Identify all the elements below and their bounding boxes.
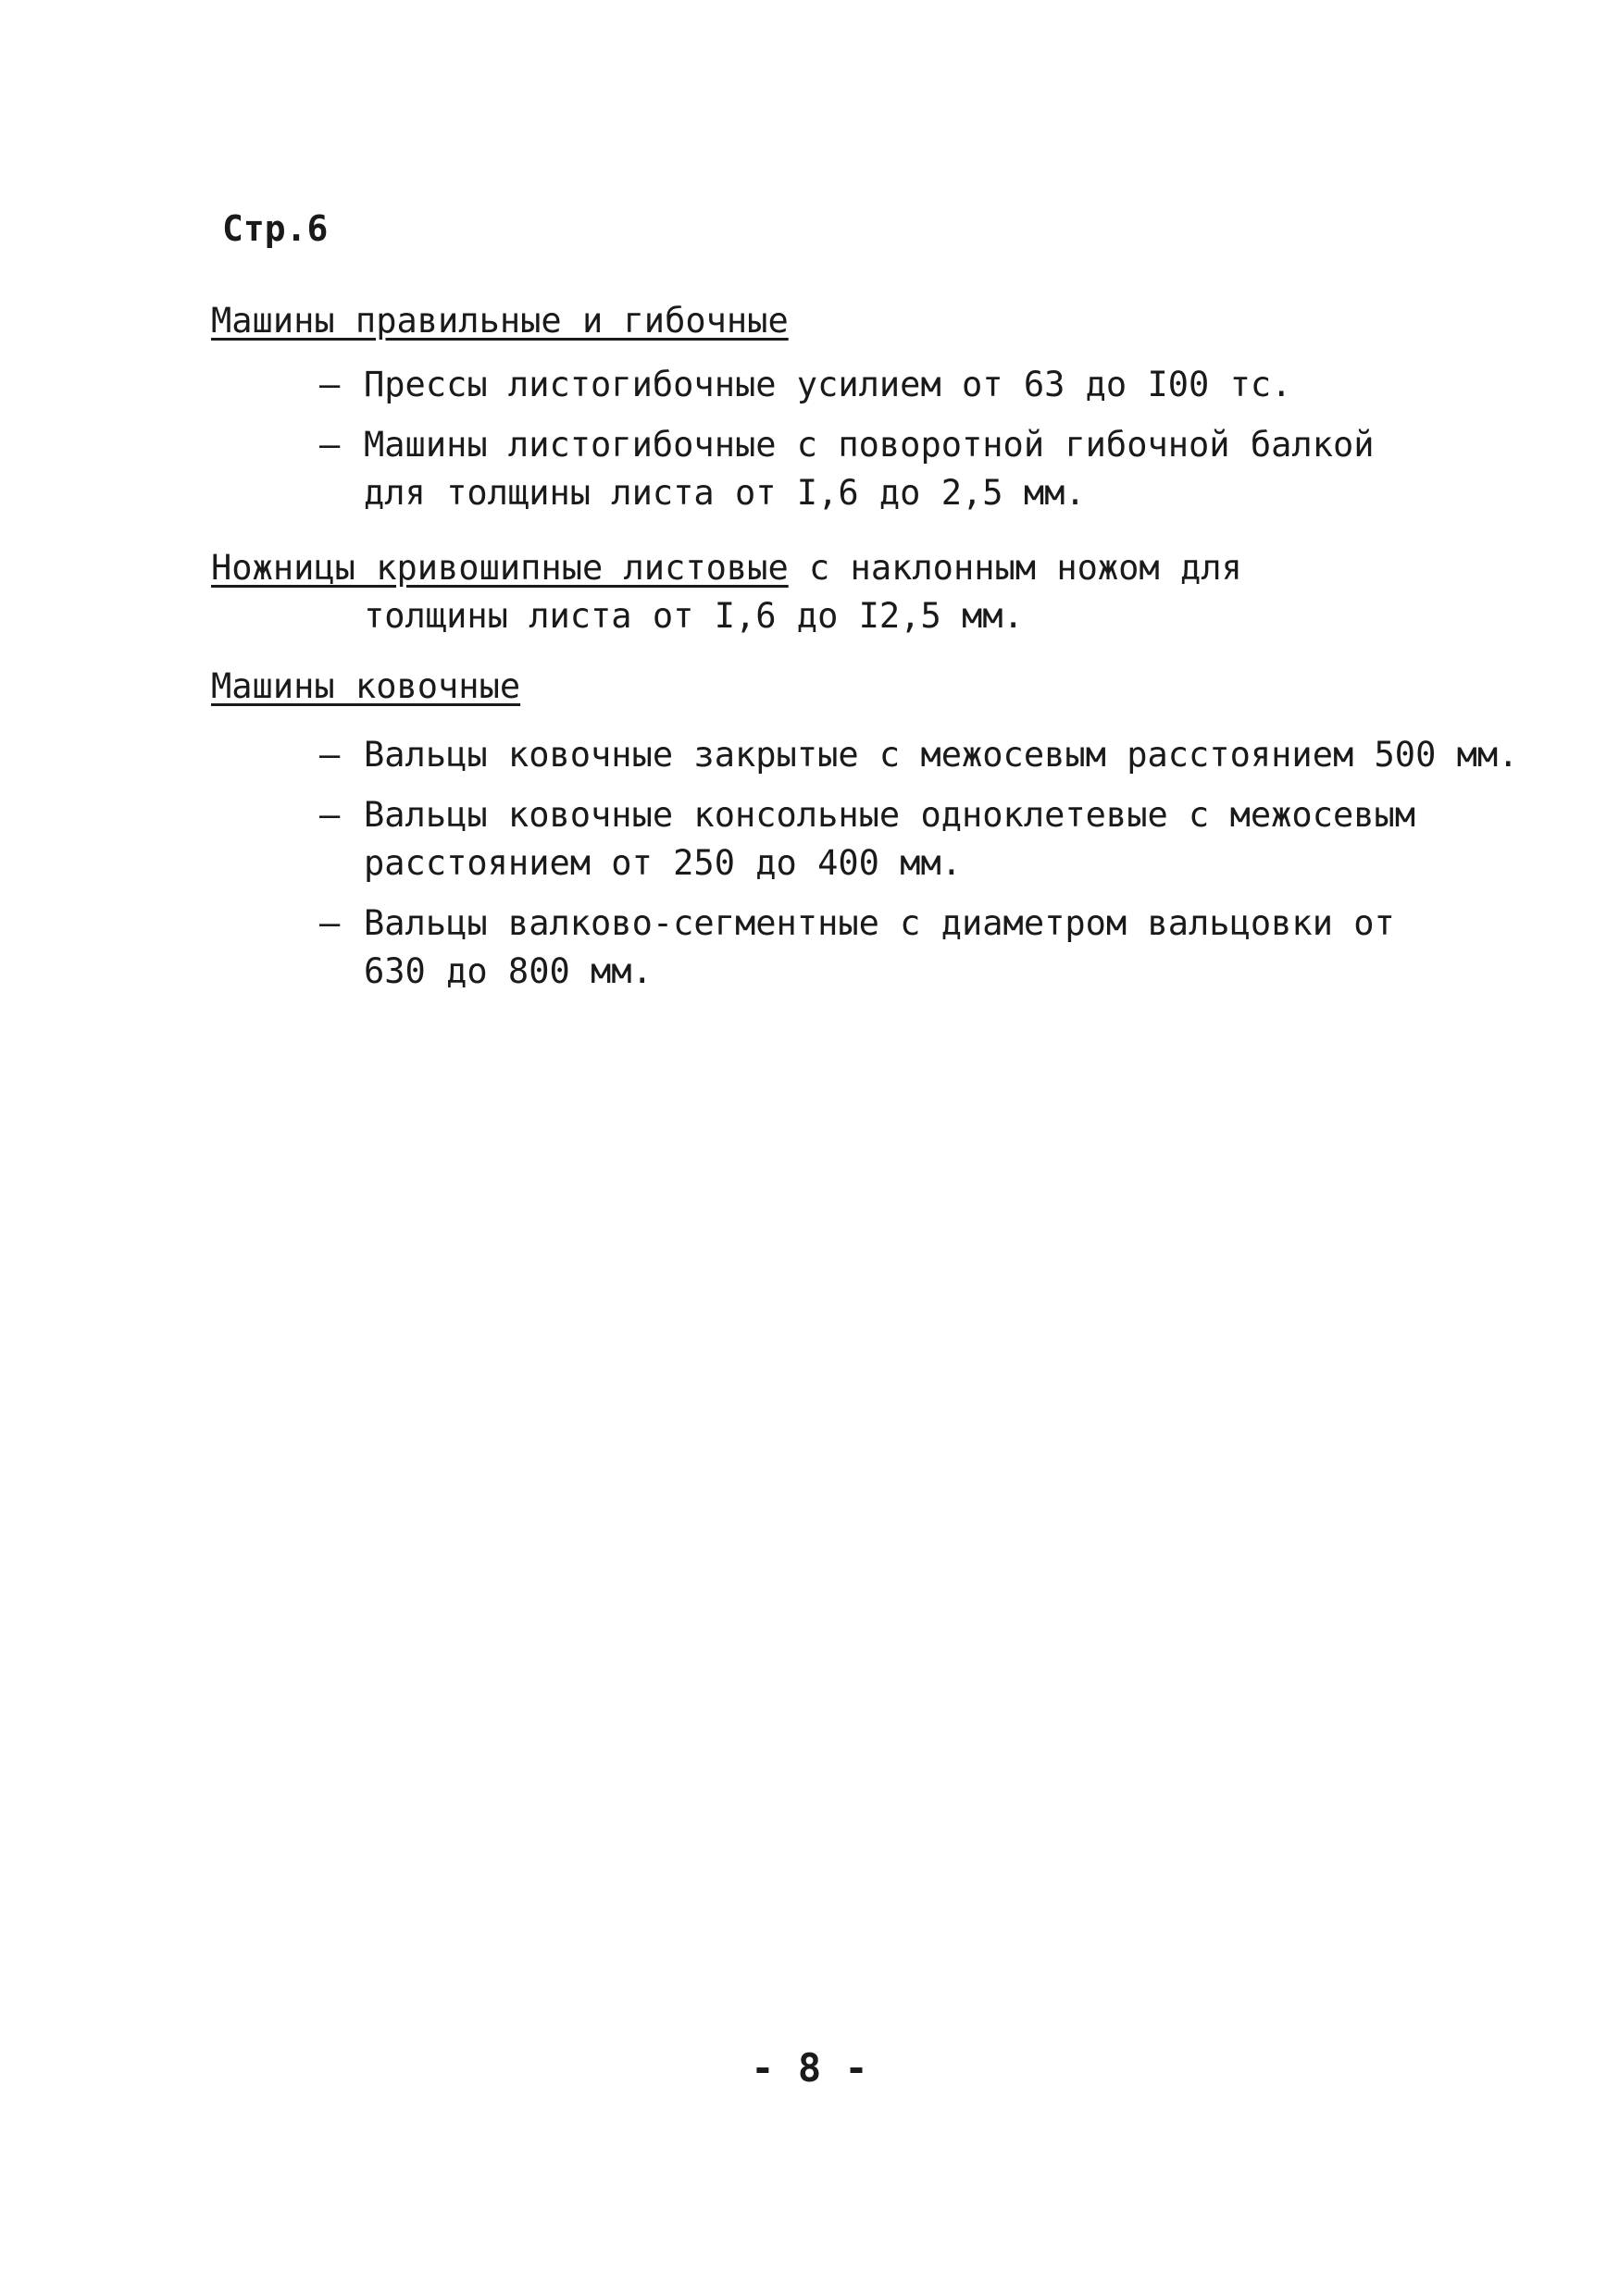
list-item bbox=[319, 361, 1291, 409]
section-heading-forging-machines: Машины ковочные bbox=[211, 666, 521, 706]
list-item bbox=[319, 731, 1518, 779]
section-heading-shears-rest: с наклонным ножом для bbox=[788, 548, 1242, 588]
list-dash: – bbox=[319, 903, 341, 943]
section-shears-continuation: толщины листа от I,6 до I2,5 мм. bbox=[364, 596, 1024, 636]
list-item bbox=[319, 791, 1415, 887]
list-dash: – bbox=[319, 795, 341, 835]
section-shears bbox=[211, 544, 1242, 640]
list-dash: – bbox=[319, 735, 341, 775]
list-item-continuation: для толщины листа от I,6 до 2,5 мм. bbox=[364, 473, 1086, 513]
list-dash: – bbox=[319, 425, 341, 465]
list-dash: – bbox=[319, 365, 341, 404]
list-item-continuation: расстоянием от 250 до 400 мм. bbox=[364, 843, 963, 883]
list-item-text: Вальцы ковочные консольные одноклетевые с межосевым bbox=[364, 795, 1416, 835]
list-item bbox=[319, 421, 1375, 517]
page-number: - 8 - bbox=[751, 2045, 868, 2091]
list-item-continuation: 630 до 800 мм. bbox=[364, 951, 653, 991]
list-item-text: Вальцы ковочные закрытые с межосевым расстоянием 500 мм. bbox=[364, 735, 1519, 775]
list-item bbox=[319, 900, 1395, 996]
list-item-text: Машины листогибочные с поворотной гибочной балкой bbox=[364, 425, 1375, 465]
list-item-text: Прессы листогибочные усилием от 63 до I00 тс. bbox=[364, 365, 1292, 404]
section-heading-straightening-bending: Машины правильные и гибочные bbox=[211, 301, 789, 341]
page-label: Стр.6 bbox=[222, 208, 329, 249]
list-item-text: Вальцы валково-сегментные с диаметром вальцовки от bbox=[364, 903, 1395, 943]
section-heading-shears: Ножницы кривошипные листовые bbox=[211, 548, 789, 588]
